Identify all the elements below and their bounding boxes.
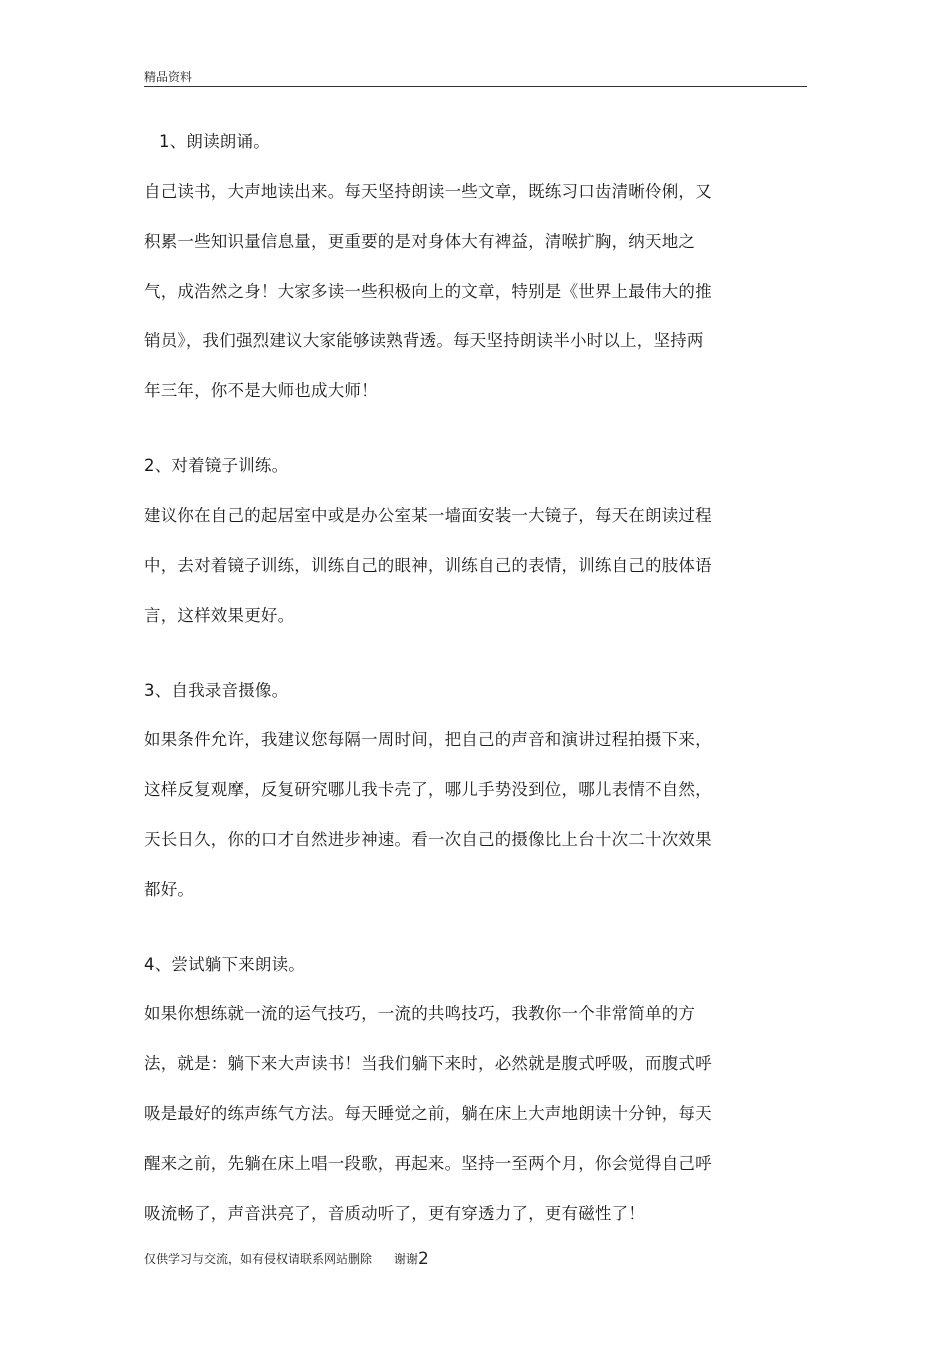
footer-notice: 仅供学习与交流，如有侵权请联系网站删除: [144, 1252, 373, 1266]
section-heading: 3、自我录音摄像。: [144, 681, 289, 700]
paragraph-line: 天长日久，你的口才自然进步神速。看一次自己的摄像比上台十次二十次效果: [144, 830, 712, 849]
paragraph-line: 如果条件允许，我建议您每隔一周时间，把自己的声音和演讲过程拍摄下来，: [144, 730, 712, 749]
paragraph-line: 自己读书，大声地读出来。每天坚持朗读一些文章，既练习口齿清晰伶俐，又: [144, 182, 712, 201]
section-heading: 1、朗读朗诵。: [159, 132, 270, 151]
page-header: [144, 66, 807, 87]
paragraph-line: 这样反复观摩，反复研究哪儿我卡壳了，哪儿手势没到位，哪儿表情不自然，: [144, 780, 712, 799]
paragraph-line: 销员》，我们强烈建议大家能够读熟背透。每天坚持朗读半小时以上，坚持两: [144, 331, 704, 350]
paragraph-line: 年三年，你不是大师也成大师！: [144, 381, 378, 400]
paragraph-line: 建议你在自己的起居室中或是办公室某一墙面安装一大镜子，每天在朗读过程: [144, 506, 712, 525]
header-label: 精品资料: [144, 70, 193, 84]
page-number: 2: [418, 1249, 429, 1269]
page-footer: [144, 1250, 429, 1268]
paragraph-line: 吸是最好的练声练气方法。每天睡觉之前，躺在床上大声地朗读十分钟，每天: [144, 1104, 712, 1123]
paragraph-line: 气，成浩然之身！大家多读一些积极向上的文章，特别是《世界上最伟大的推: [144, 282, 712, 301]
paragraph-line: 言，这样效果更好。: [144, 606, 295, 625]
paragraph-line: 都好。: [144, 880, 195, 899]
paragraph-line: 中，去对着镜子训练，训练自己的眼神，训练自己的表情，训练自己的肢体语: [144, 556, 712, 575]
section-heading: 4、尝试躺下来朗读。: [144, 955, 305, 974]
section-heading: 2、对着镜子训练。: [144, 456, 289, 475]
paragraph-line: 积累一些知识量信息量，更重要的是对身体大有裨益，清喉扩胸，纳天地之: [144, 232, 696, 251]
paragraph-line: 如果你想练就一流的运气技巧，一流的共鸣技巧，我教你一个非常简单的方: [144, 1004, 696, 1023]
paragraph-line: 吸流畅了，声音洪亮了，音质动听了，更有穿透力了，更有磁性了！: [144, 1204, 645, 1223]
footer-thanks: 谢谢: [394, 1252, 419, 1266]
paragraph-line: 法，就是：躺下来大声读书！当我们躺下来时，必然就是腹式呼吸，而腹式呼: [144, 1054, 712, 1073]
paragraph-line: 醒来之前，先躺在床上唱一段歌，再起来。坚持一至两个月，你会觉得自己呼: [144, 1154, 712, 1173]
